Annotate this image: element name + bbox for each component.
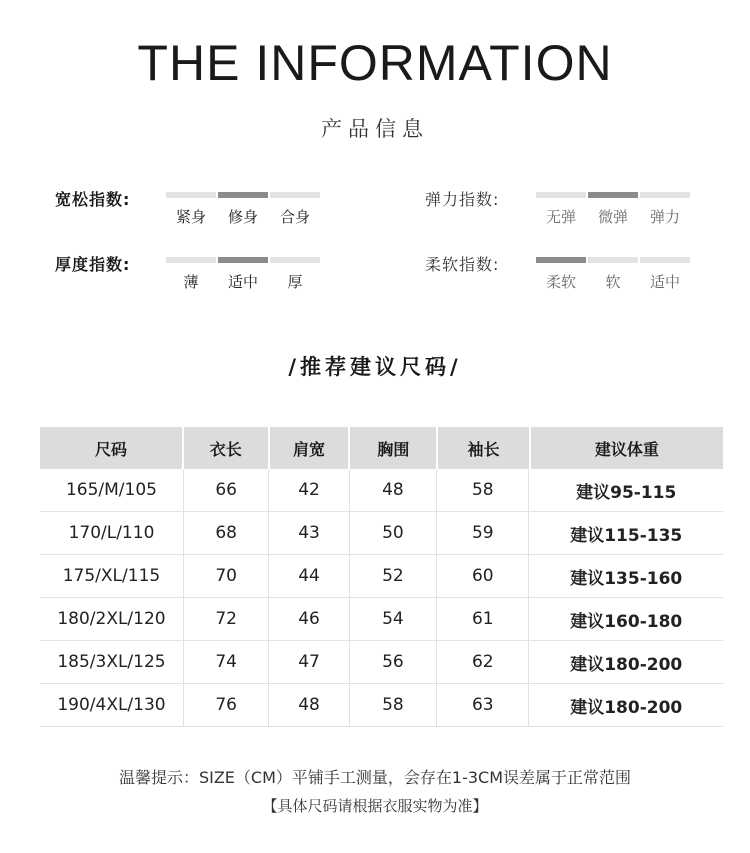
elasticity-option: 弹力	[649, 208, 680, 226]
table-cell: 68	[183, 512, 268, 554]
table-cell: 建议180-200	[528, 641, 723, 683]
table-cell: 185/3XL/125	[57, 652, 166, 672]
column-header-weight: 建议体重	[529, 427, 723, 469]
table-cell: 76	[183, 684, 268, 726]
scale-segment	[270, 192, 320, 198]
table-cell: 72	[183, 598, 268, 640]
table-cell: 54	[349, 598, 436, 640]
table-cell: 74	[183, 641, 268, 683]
size-table-body	[40, 469, 723, 727]
table-cell: 180/2XL/120	[57, 609, 166, 629]
table-row	[40, 555, 723, 598]
table-cell: 58	[436, 469, 528, 511]
size-disclaimer: 【具体尺码请根据衣服实物为准】	[262, 797, 488, 815]
table-cell: 63	[436, 684, 528, 726]
table-cell: 190/4XL/130	[57, 695, 166, 715]
scale-segment	[640, 257, 690, 263]
table-row	[40, 684, 723, 727]
scale-segment	[166, 192, 216, 198]
size-section-heading: /推荐建议尺码/	[288, 355, 462, 379]
table-row	[40, 598, 723, 641]
table-cell: 59	[436, 512, 528, 554]
table-cell: 165/M/105	[65, 480, 157, 500]
table-cell: 44	[268, 555, 348, 597]
table-cell: 48	[268, 684, 348, 726]
page-title: THE INFORMATION	[137, 35, 613, 91]
elasticity-option: 无弹	[545, 208, 576, 226]
softness-option: 柔软	[545, 273, 576, 291]
softness-option: 适中	[649, 273, 680, 291]
scale-segment-selected	[218, 257, 268, 263]
elasticity-index-label: 弹力指数:	[425, 190, 500, 209]
table-cell: 62	[436, 641, 528, 683]
table-cell: 建议115-135	[528, 512, 723, 554]
table-cell: 175/XL/115	[62, 566, 161, 586]
fit-index-scale	[166, 192, 320, 198]
table-cell: 建议135-160	[528, 555, 723, 597]
scale-segment-selected	[218, 192, 268, 198]
scale-segment	[270, 257, 320, 263]
table-cell: 46	[268, 598, 348, 640]
table-cell: 170/L/110	[68, 523, 155, 543]
measurement-tip: 温馨提示：SIZE（CM）平铺手工测量，会存在1-3CM误差属于正常范围	[118, 768, 632, 787]
table-cell: 43	[268, 512, 348, 554]
table-cell: 建议160-180	[528, 598, 723, 640]
elasticity-option: 微弹	[597, 208, 628, 226]
column-header-chest: 胸围	[348, 427, 436, 469]
page-subtitle: 产品信息	[321, 117, 429, 141]
table-cell: 建议180-200	[528, 684, 723, 726]
scale-segment-selected	[588, 192, 638, 198]
table-row	[40, 641, 723, 684]
softness-index-scale	[536, 257, 690, 263]
table-row	[40, 512, 723, 555]
table-cell: 42	[268, 469, 348, 511]
table-cell: 52	[349, 555, 436, 597]
table-cell: 47	[268, 641, 348, 683]
column-header-shoulder: 肩宽	[268, 427, 349, 469]
fit-index-label: 宽松指数:	[55, 190, 131, 209]
table-row	[40, 469, 723, 512]
table-cell: 70	[183, 555, 268, 597]
table-cell: 58	[349, 684, 436, 726]
scale-segment-selected	[536, 257, 586, 263]
thickness-option: 厚	[287, 273, 303, 291]
table-cell: 48	[349, 469, 436, 511]
softness-index-label: 柔软指数:	[425, 255, 500, 274]
thickness-index-label: 厚度指数:	[55, 255, 131, 274]
fit-option: 合身	[279, 208, 310, 226]
table-cell: 66	[183, 469, 268, 511]
thickness-index-scale	[166, 257, 320, 263]
scale-segment	[166, 257, 216, 263]
elasticity-index-scale	[536, 192, 690, 198]
fit-option: 紧身	[175, 208, 206, 226]
thickness-option: 薄	[183, 273, 199, 291]
table-cell: 50	[349, 512, 436, 554]
thickness-option: 适中	[227, 273, 258, 291]
table-cell: 61	[436, 598, 528, 640]
column-header-size: 尺码	[94, 439, 127, 459]
table-cell: 60	[436, 555, 528, 597]
softness-option: 软	[605, 273, 621, 291]
size-table	[40, 427, 723, 727]
size-table-header	[40, 427, 723, 469]
scale-segment	[640, 192, 690, 198]
table-cell: 建议95-115	[528, 469, 723, 511]
column-header-length: 衣长	[182, 427, 268, 469]
column-header-sleeve: 袖长	[436, 427, 529, 469]
scale-segment	[536, 192, 586, 198]
fit-option: 修身	[227, 208, 258, 226]
scale-segment	[588, 257, 638, 263]
table-cell: 56	[349, 641, 436, 683]
